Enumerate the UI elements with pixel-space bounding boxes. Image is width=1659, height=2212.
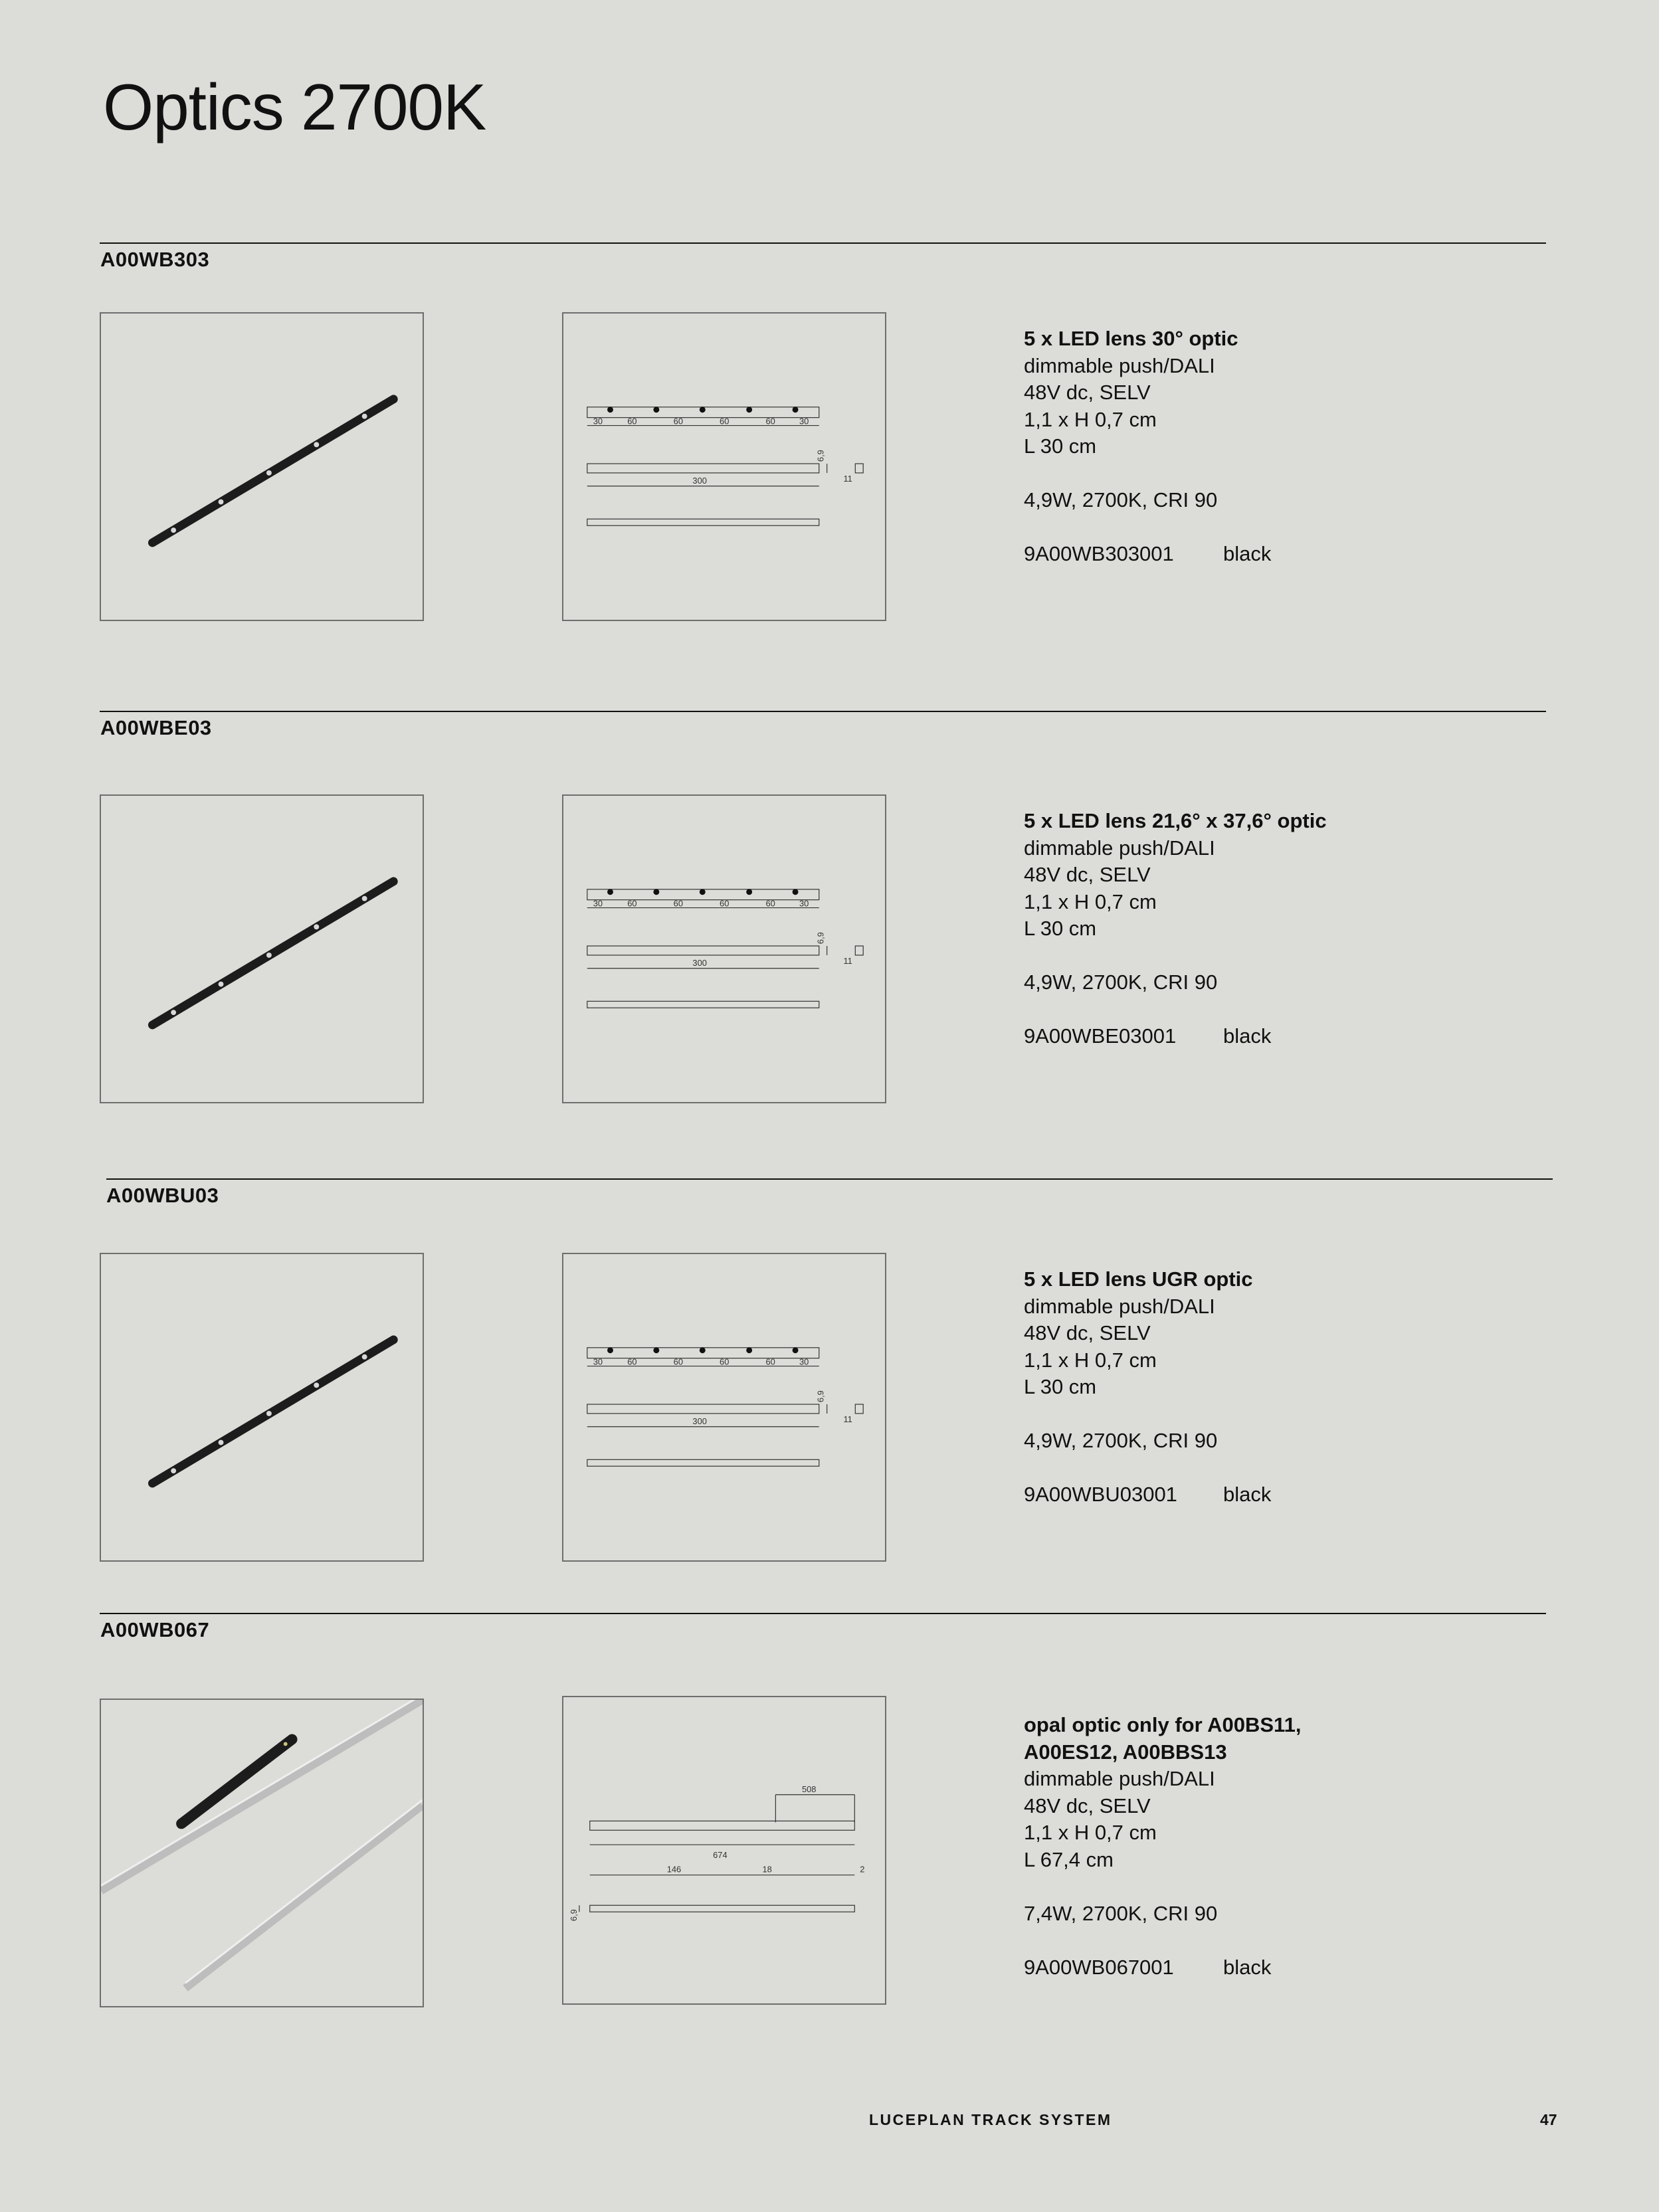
- product-specs: [1024, 1712, 1489, 1981]
- dimension-label: 30: [593, 416, 603, 426]
- spec-line: 48V dc, SELV: [1024, 1794, 1151, 1817]
- dimension-label: 6,9: [815, 450, 826, 462]
- finish-color: black: [1223, 542, 1272, 565]
- dimension-label: 60: [765, 898, 775, 909]
- footer-brand: LUCEPLAN TRACK SYSTEM: [869, 2111, 1112, 2128]
- dimension-label: 6,9: [815, 1390, 826, 1403]
- section-divider: [106, 1178, 1553, 1180]
- dimension-label: 6,9: [815, 932, 826, 945]
- dimension-label: 11: [843, 473, 852, 484]
- article-number: 9A00WBE03001: [1024, 1024, 1177, 1048]
- product-description: 5 x LED lens 30° optic: [1024, 327, 1238, 350]
- product-photo: [100, 1253, 424, 1562]
- finish-color: black: [1223, 1955, 1272, 1979]
- dimension-label: 60: [673, 1356, 683, 1367]
- dimension-label: 60: [720, 416, 730, 426]
- spec-line: 1,1 x H 0,7 cm: [1024, 1348, 1157, 1372]
- spec-line: dimmable push/DALI: [1024, 353, 1215, 377]
- finish-color: black: [1223, 1483, 1272, 1506]
- power-spec: 7,4W, 2700K, CRI 90: [1024, 1901, 1218, 1925]
- spec-line: 1,1 x H 0,7 cm: [1024, 407, 1157, 431]
- page-number: 47: [1540, 2111, 1557, 2128]
- section-divider: [100, 1613, 1546, 1614]
- spec-line: L 30 cm: [1024, 434, 1097, 458]
- spec-line: 48V dc, SELV: [1024, 863, 1151, 886]
- dimension-label: 60: [765, 416, 775, 426]
- dimension-label: 60: [627, 1356, 637, 1367]
- finish-color: black: [1223, 1024, 1272, 1048]
- product-description: 5 x LED lens 21,6° x 37,6° optic: [1024, 809, 1327, 832]
- article-number: 9A00WB303001: [1024, 542, 1174, 565]
- spec-line: L 67,4 cm: [1024, 1847, 1114, 1871]
- power-spec: 4,9W, 2700K, CRI 90: [1024, 970, 1218, 994]
- dimension-label: 30: [593, 898, 603, 909]
- dimension-label: 6,9: [568, 1909, 579, 1922]
- dimension-label: 2: [860, 1864, 865, 1875]
- dimension-label: 11: [843, 1414, 852, 1424]
- dimension-label: 300: [692, 475, 707, 486]
- spec-line: dimmable push/DALI: [1024, 1294, 1215, 1318]
- product-description: opal optic only for A00BS11,: [1024, 1713, 1302, 1736]
- dimension-label: 300: [692, 1416, 707, 1426]
- dimension-label: 30: [799, 416, 809, 426]
- article-row: [1024, 1481, 1489, 1509]
- article-number: 9A00WBU03001: [1024, 1483, 1177, 1506]
- dimension-label: 30: [593, 1356, 603, 1367]
- spec-line: 48V dc, SELV: [1024, 381, 1151, 404]
- product-description: A00ES12, A00BBS13: [1024, 1740, 1227, 1764]
- dimension-label: 508: [801, 1784, 817, 1794]
- dimension-label: 30: [799, 1356, 809, 1367]
- article-number: 9A00WB067001: [1024, 1955, 1174, 1979]
- spec-line: 1,1 x H 0,7 cm: [1024, 889, 1157, 913]
- product-photo: [100, 794, 424, 1103]
- dimension-label: 674: [713, 1849, 728, 1860]
- power-spec: 4,9W, 2700K, CRI 90: [1024, 1429, 1218, 1452]
- section-divider: [100, 711, 1546, 712]
- technical-drawing: [562, 794, 886, 1103]
- article-row: [1024, 1954, 1489, 1982]
- dimension-label: 60: [673, 416, 683, 426]
- dimension-label: 60: [720, 898, 730, 909]
- spec-line: L 30 cm: [1024, 917, 1097, 940]
- page-title: Optics 2700K: [103, 70, 486, 143]
- dimension-label: 146: [666, 1864, 682, 1875]
- product-code: A00WBE03: [100, 716, 212, 739]
- product-code: A00WB067: [100, 1618, 210, 1641]
- dimension-label: 60: [765, 1356, 775, 1367]
- technical-drawing: [562, 1696, 886, 2005]
- product-description: 5 x LED lens UGR optic: [1024, 1267, 1253, 1291]
- product-code: A00WB303: [100, 248, 210, 271]
- spec-line: 1,1 x H 0,7 cm: [1024, 1821, 1157, 1844]
- spec-line: dimmable push/DALI: [1024, 1767, 1215, 1790]
- technical-drawing: [562, 1253, 886, 1562]
- dimension-label: 60: [673, 898, 683, 909]
- dimension-label: 300: [692, 957, 707, 968]
- dimension-label: 60: [627, 416, 637, 426]
- dimension-label: 11: [843, 955, 852, 966]
- product-photo: [100, 1699, 424, 2007]
- article-row: [1024, 541, 1489, 568]
- product-specs: [1024, 808, 1489, 1050]
- product-specs: [1024, 1266, 1489, 1509]
- dimension-label: 30: [799, 898, 809, 909]
- dimension-label: 60: [720, 1356, 730, 1367]
- power-spec: 4,9W, 2700K, CRI 90: [1024, 488, 1218, 511]
- spec-line: 48V dc, SELV: [1024, 1321, 1151, 1344]
- spec-line: dimmable push/DALI: [1024, 836, 1215, 860]
- dimension-label: 18: [762, 1864, 772, 1875]
- article-row: [1024, 1023, 1489, 1050]
- spec-line: L 30 cm: [1024, 1375, 1097, 1398]
- dimension-label: 60: [627, 898, 637, 909]
- product-code: A00WBU03: [106, 1184, 219, 1207]
